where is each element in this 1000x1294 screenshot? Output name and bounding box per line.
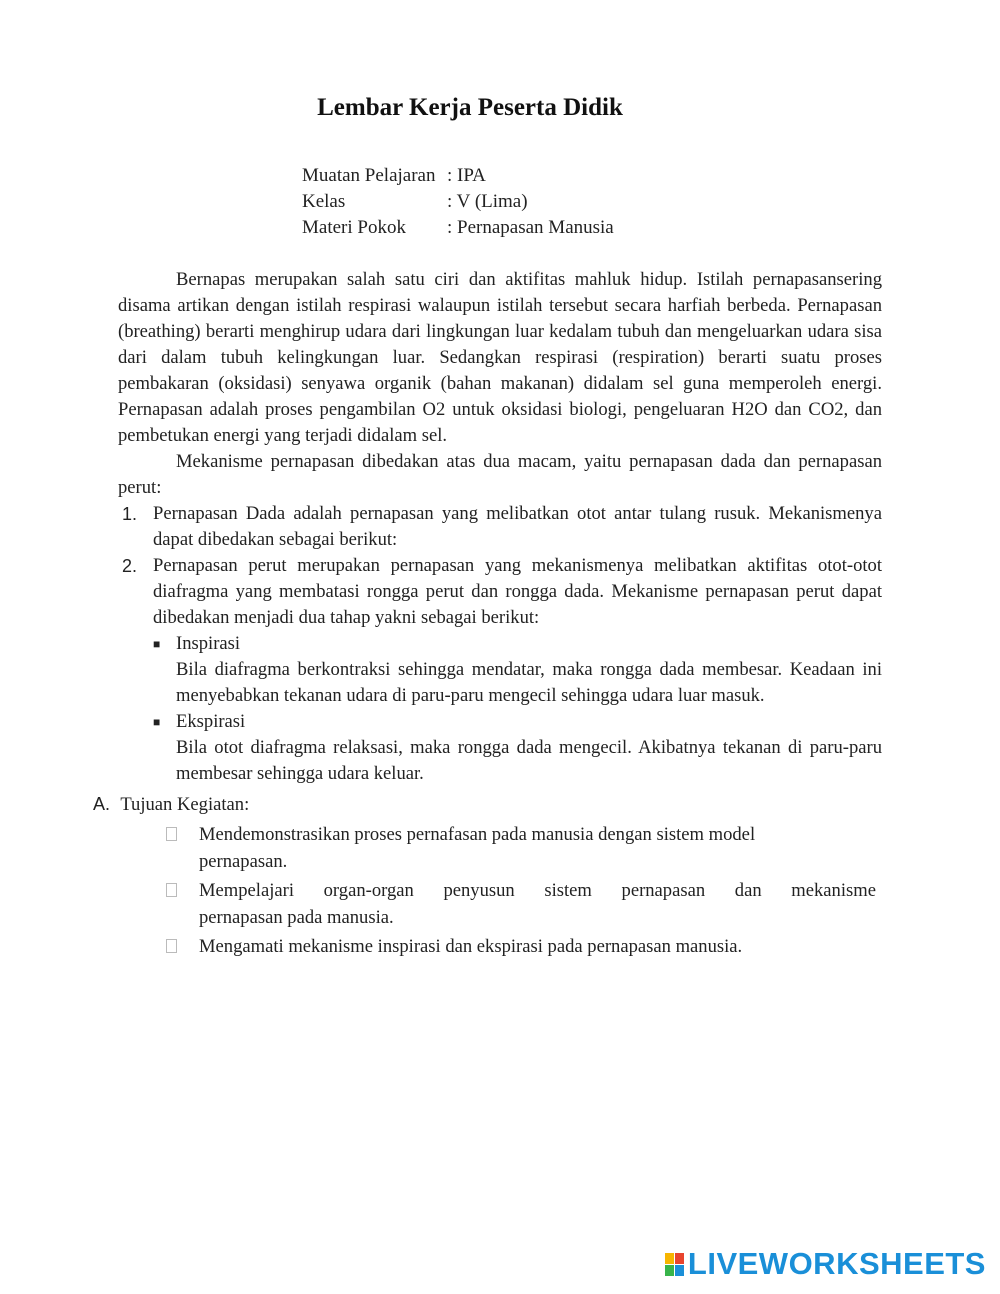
list-text: Pernapasan Dada adalah pernapasan yang melibatkan otot antar tulang rusuk. Mekanismenya dapat dibedakan sebagai berikut:	[153, 503, 882, 550]
section-a-heading	[93, 791, 249, 818]
square-bullet-icon: ■	[153, 715, 161, 729]
goal-text-continued: pernapasan.	[199, 851, 288, 872]
goal-text	[199, 877, 876, 904]
section-letter: A.	[93, 794, 111, 814]
meta-row-subject	[302, 163, 614, 189]
list-number: 2.	[122, 556, 138, 576]
goal-text: Mengamati mekanisme inspirasi dan ekspirasi pada pernapasan manusia.	[199, 936, 743, 957]
meta-key: Muatan Pelajaran	[302, 165, 436, 186]
goal-word: mekanisme	[791, 880, 876, 901]
square-bullet-icon: ■	[153, 637, 161, 651]
goal-text: Mendemonstrasikan proses pernafasan pada manusia dengan sistem model	[199, 824, 756, 845]
page-title: Lembar Kerja Peserta Didik	[317, 94, 623, 121]
logo-block	[665, 1253, 674, 1264]
bullet-title: Inspirasi	[176, 633, 241, 654]
bullet-description: Bila otot diafragma relaksasi, maka rongga dada mengecil. Akibatnya tekanan di paru-paru membesar sehingga udara keluar.	[176, 737, 882, 784]
meta-value: : IPA	[447, 165, 486, 186]
logo-block	[675, 1253, 684, 1264]
meta-value: : V (Lima)	[447, 191, 528, 212]
bullet-item	[153, 709, 882, 735]
logo-blocks-icon	[665, 1253, 684, 1276]
goal-item	[166, 877, 876, 931]
bullet-title: Ekspirasi	[176, 711, 246, 732]
list-number: 1.	[122, 504, 138, 524]
checkbox-icon	[166, 827, 177, 841]
intro-paragraph: Bernapas merupakan salah satu ciri dan aktifitas mahluk hidup. Istilah pernapasansering disama artikan dengan istilah respirasi walaupun istilah tersebut secara harfiah berbeda. Pernapasan (breathing) berarti menghirup udara dari lingkungan luar kedalam tubuh dan mengeluarkan udara sisa dari dalam tubuh kelingkungan luar. Sedangkan respirasi (respiration) berarti suatu proses pembakaran (oksidasi) senyawa organik (bahan makanan) didalam sel guna memperoleh energi. Pernapasan adalah proses pengambilan O2 untuk oksidasi biologi, pengeluaran H2O dan CO2, dan pembetukan energi yang terjadi didalam sel.	[118, 269, 882, 446]
goal-word: penyusun	[443, 880, 515, 901]
goal-word: organ-organ	[323, 880, 414, 901]
goal-text-continued: pernapasan pada manusia.	[199, 907, 394, 928]
content-body	[118, 267, 882, 787]
meta-value: : Pernapasan Manusia	[447, 217, 614, 238]
mechanism-paragraph: Mekanisme pernapasan dibedakan atas dua macam, yaitu pernapasan dada dan pernapasan perut:	[118, 451, 882, 498]
goal-item	[166, 821, 876, 875]
logo-block	[665, 1265, 674, 1276]
meta-key: Kelas	[302, 191, 346, 212]
logo-block	[675, 1265, 684, 1276]
numbered-list	[118, 501, 882, 787]
goal-word: pernapasan	[621, 880, 706, 901]
logo-text: LIVEWORKSHEETS	[687, 1246, 986, 1281]
meta-block	[302, 163, 614, 241]
list-text: Pernapasan perut merupakan pernapasan yang mekanismenya melibatkan aktifitas otot-otot diafragma yang membatasi rongga perut dan rongga dada. Mekanisme pernapasan perut dapat dibedakan menjadi dua tahap yakni sebagai berikut:	[153, 555, 882, 628]
bullet-item	[153, 631, 882, 657]
list-item	[118, 553, 882, 787]
checkbox-icon	[166, 883, 177, 897]
liveworksheets-logo[interactable]	[665, 1246, 986, 1282]
section-title: Tujuan Kegiatan:	[120, 794, 250, 815]
goal-word: Mempelajari	[199, 880, 294, 901]
checkbox-icon	[166, 939, 177, 953]
bullet-description: Bila diafragma berkontraksi sehingga mendatar, maka rongga dada membesar. Keadaan ini menyebabkan tekanan udara di paru-paru mengecil sehingga udara luar masuk.	[176, 659, 882, 706]
meta-row-class	[302, 189, 614, 215]
meta-key: Materi Pokok	[302, 217, 406, 238]
goal-item	[166, 933, 876, 960]
goals-list	[166, 821, 876, 962]
goal-word: dan	[734, 880, 762, 901]
meta-row-topic	[302, 215, 614, 241]
list-item	[118, 501, 882, 553]
goal-word: sistem	[544, 880, 592, 901]
